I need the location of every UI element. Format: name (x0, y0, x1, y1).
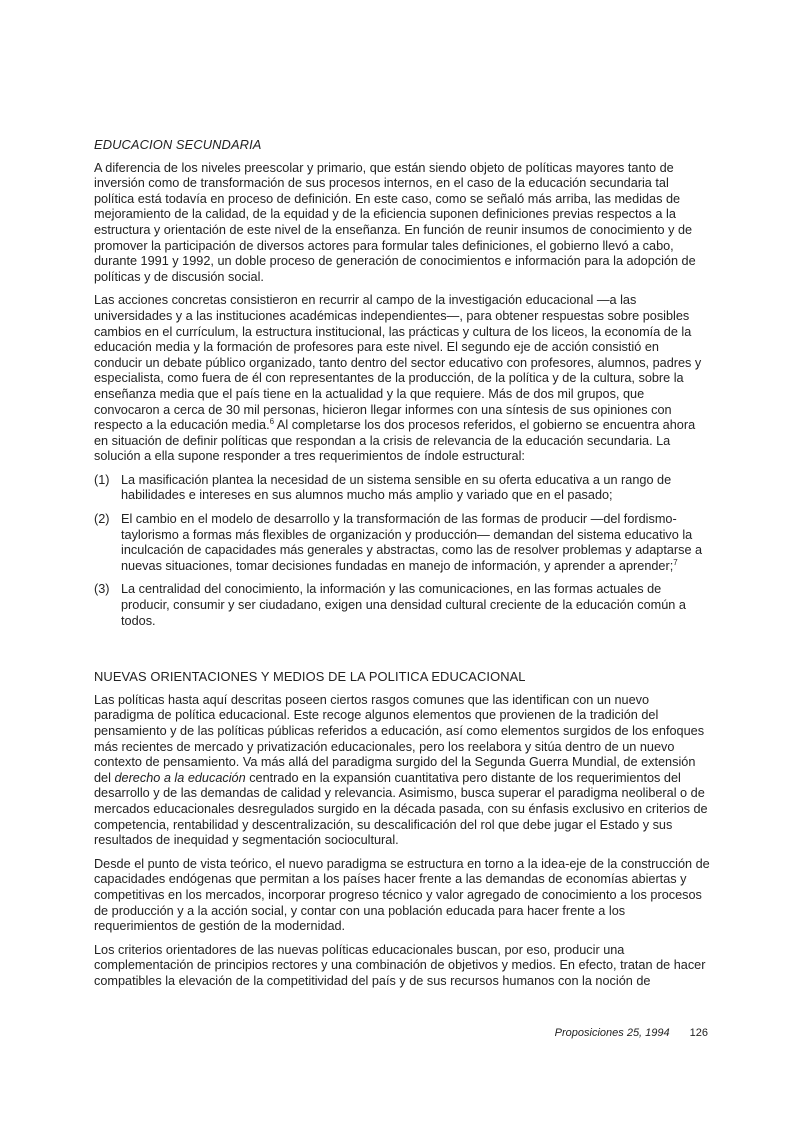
list-item (94, 473, 710, 504)
emphasis-text: derecho a la educación (114, 770, 246, 785)
list-item (94, 582, 710, 629)
list-item-number: (2) (94, 512, 110, 527)
page-footer (94, 1027, 708, 1039)
list-item-number: (1) (94, 472, 110, 487)
paragraph-text: Las acciones concretas consistieron en recurrir al campo de la investigación educacional —a las universidades y a las instituciones académicas independientes—, para obtener respuestas sobre posibles cambios en el currículum, la estructura institucional, las prácticas y cultura de los liceos, la economía de la educación media y la formación de profesores para este nivel. El segundo eje de acción consistió en conducir un debate público organizado, tanto dentro del sector educativo con profesores, alumnos, padres y especialista, como fuera de él con representantes de la producción, de la política y de la cultura, sobre la enseñanza media que el país tiene en la actualidad y la que requiere. Más de dos mil grupos, que convocaron a cerca de 30 mil personas, hicieron llegar informes con una síntesis de sus opiniones con respecto a la educación media. (94, 293, 702, 433)
journal-citation: Proposiciones 25, 1994 (554, 1027, 670, 1039)
section-spacer (94, 637, 710, 669)
paragraph: Los criterios orientadores de las nuevas políticas educacionales buscan, por eso, producir una complementación de principios rectores y una combinación de objetivos y medios. En efecto, tratan de hacer compatibles la elevación de la competitividad del país y de sus recursos humanos con la noción de (94, 942, 706, 988)
paragraph (94, 693, 710, 849)
list-item-number: (3) (94, 582, 110, 597)
paragraph: A diferencia de los niveles preescolar y primario, que están siendo objeto de políticas mayores tanto de inversión como de transformación de sus procesos internos, en el caso de la educación secundaria tal política está todavía en proceso de definición. En este caso, como se señaló más arriba, las medidas de mejoramiento de la calidad, de la equidad y de la eficiencia suponen definiciones previas respectos a la estructura y orientación de este nivel de la enseñanza. En función de reunir insumos de conocimiento y de promover la participación de diversos actores para formular tales definiciones, el gobierno llevó a cabo, durante 1991 y 1992, un doble proceso de generación de conocimientos e información para la adopción de políticas y de discusión social. (94, 160, 696, 284)
list-item (94, 512, 710, 574)
paragraph: Desde el punto de vista teórico, el nuevo paradigma se estructura en torno a la idea-eje de la construcción de capacidades endógenas que permitan a los países hacer frente a las demandas de economías abiertas y competitivas en los mercados, incorporar progreso técnico y valor agregado de conocimiento a los procesos de producción y a la acción social, y contar con una población educada para hacer frente a los requerimientos de gestión de la modernidad. (94, 856, 710, 934)
paragraph (94, 293, 710, 465)
list-item-text (121, 473, 710, 504)
section-heading-nuevas-orientaciones: NUEVAS ORIENTACIONES Y MEDIOS DE LA POLITICA EDUCACIONAL (94, 669, 526, 685)
paragraph-text: Al completarse los dos procesos referidos, el gobierno se encuentra ahora en situación de definir políticas que respondan a la crisis de relevancia de la educación secundaria. La solución a ella supone responder a tres requerimientos de índole estructural: (94, 418, 696, 464)
list-item-body: La masificación plantea la necesidad de un sistema sensible en su oferta educativa a un rango de habilidades e intereses en sus alumnos mucho más amplio y variado que en el pasado; (121, 472, 672, 503)
list-item-text (121, 512, 710, 574)
list-item-body: La centralidad del conocimiento, la información y las comunicaciones, en las formas actuales de producir, consumir y ser ciudadano, exigen una densidad cultural creciente de la educación común a todos. (121, 582, 686, 628)
paragraph-text: centrado en la expansión cuantitativa pero distante de los requerimientos del desarrollo y de las demandas de calidad y relevancia. Asimismo, busca superar el paradigma neoliberal o de mercados educacionales desregulados surgido en la década pasada, con su énfasis exclusivo en criterios de competencia, rentabilidad y descentralización, su descalificación del rol que debe jugar el Estado y sus resultados de inequidad y segmentación sociocultural. (94, 770, 708, 848)
section-heading-educacion-secundaria: EDUCACION SECUNDARIA (94, 137, 262, 152)
page-body (94, 137, 710, 998)
footnote-marker: 7 (673, 557, 678, 567)
list-item-body: El cambio en el modelo de desarrollo y la transformación de las formas de producir —del fordismo-taylorismo a formas más flexibles de organización y producción— demandan del sistema educativo la inculcación de capacidades más generales y abstractas, como las de resolver problemas y adaptarse a nuevas situaciones, tomar decisiones fundadas en manejo de información, y aprender a aprender; (121, 512, 703, 573)
page-number: 126 (689, 1027, 708, 1039)
list-item-text (121, 582, 710, 629)
footnote-marker: 6 (269, 416, 275, 426)
requirements-list (94, 473, 710, 629)
paragraph-text: Las políticas hasta aquí descritas poseen ciertos rasgos comunes que las identifican con un nuevo paradigma de política educacional. Este recoge algunos elementos que provienen de la tradición del pensamiento y de las políticas públicas referidos a educación, así como elementos surgidos de los enfoques más recientes de mercado y privatización educacionales, pero los reelabora y sitúa dentro de un nuevo contexto de pensamiento. Va más allá del paradigma surgido del la Segunda Guerra Mundial, de extensión del (94, 692, 705, 785)
